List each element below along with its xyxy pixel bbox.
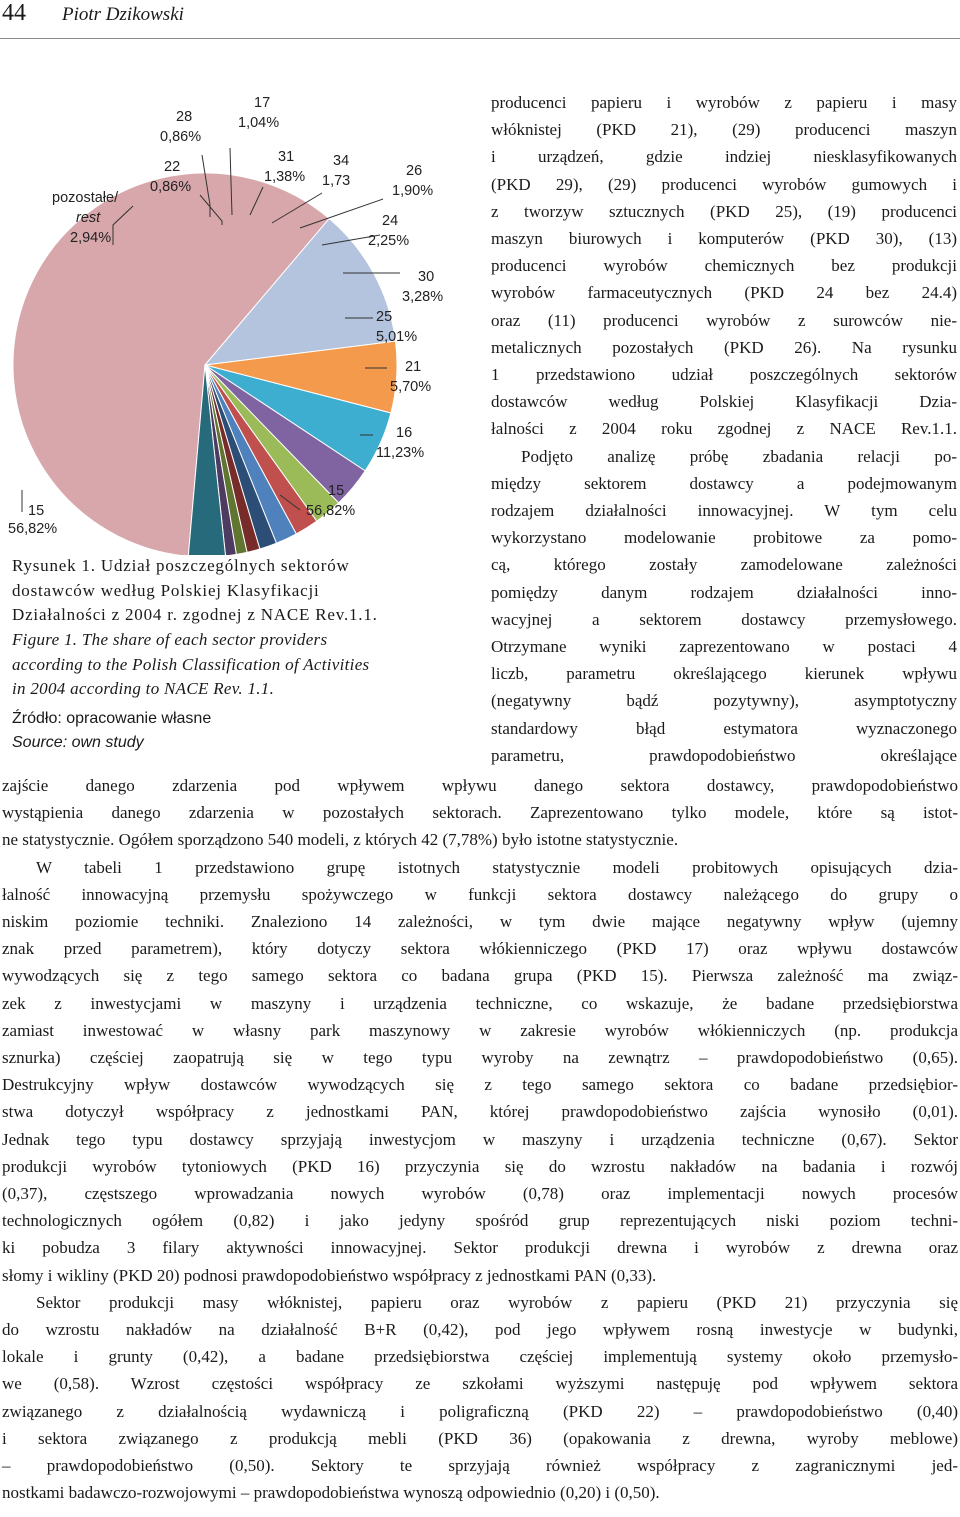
text-line: produkcji wyrobów tytoniowych (PKD 16) przyczynia się do wzrostu nakładów na badania i rozwój bbox=[2, 1156, 958, 1176]
text-line: (negatywny bądź pozytywny), asymptotyczny bbox=[491, 691, 957, 711]
label-15b-pct: 56,82% bbox=[8, 521, 58, 537]
label-15-pct: 56,82% bbox=[306, 503, 356, 519]
text-line: oraz (11) producenci wyrobów z surowców nie- bbox=[491, 310, 957, 330]
text-line: zek z inwestycjami w maszyny i urządzenia techniczne, co wskazuje, że badane przedsiębiorstwa bbox=[2, 993, 958, 1013]
label-22-code: 22 bbox=[164, 159, 181, 175]
text-line: dostawców według Polskiej Klasyfikacji Dzia- bbox=[491, 392, 957, 412]
text-line: Sektor produkcji masy włóknistej, papieru oraz wyrobów z papieru (PKD 21) przyczynia się bbox=[36, 1292, 958, 1312]
text-line: maszyn biurowych i komputerów (PKD 30), (13) bbox=[491, 229, 957, 249]
text-line: z tworzyw sztucznych (PKD 25), (19) producenci bbox=[491, 201, 957, 221]
label-28-pct: 0,86% bbox=[160, 129, 202, 145]
label-21-code: 21 bbox=[405, 359, 422, 375]
header-rule bbox=[0, 38, 960, 39]
text-line: słomy i wikliny (PKD 20) podnosi prawdopodobieństwo współpracy z jednostkami PAN (0,33). bbox=[2, 1265, 657, 1285]
text-line: standardowy błąd estymatora wyznaczonego bbox=[491, 718, 957, 738]
text-line: do wzrostu nakładów na działalność B+R (0,42), pod jego wpływem rosną inwestycje w budynki, bbox=[2, 1320, 958, 1340]
text-line: wystąpienia danego zdarzenia w pozostałych sektorach. Zaprezentowano tylko modele, które są istot- bbox=[2, 803, 958, 823]
text-line: nostkami badawczo-rozwojowymi – prawdopodobieństwa wynoszą odpowiednio (0,20) i (0,50). bbox=[2, 1483, 660, 1503]
text-line: ne statystycznie. Ogółem sporządzono 540 modeli, z których 42 (7,78%) było istotne statystycznie. bbox=[2, 830, 679, 850]
label-rest-pl: pozostałe/ bbox=[52, 190, 119, 206]
text-line: wywodzących się z tego samego sektora co badana grupa (PKD 15). Pierwsza zależność ma związ- bbox=[2, 966, 958, 986]
right-column-text bbox=[491, 89, 957, 769]
text-line: i sektora związanego z produkcją mebli (PKD 36) (opakowania z drewna, wyroby meblowe) bbox=[2, 1428, 958, 1448]
label-31-code: 31 bbox=[278, 149, 295, 165]
label-22-pct: 0,86% bbox=[150, 179, 192, 195]
label-24-code: 24 bbox=[382, 213, 399, 229]
text-line: cą, którego zostały zamodelowane zależności bbox=[491, 555, 957, 575]
page-header bbox=[0, 0, 960, 34]
text-line: niskim poziomie techniki. Znaleziono 14 zależności, w tym dwie mające negatywny wpływ (ujemny bbox=[2, 912, 958, 932]
text-line: metalicznych pozostałych (PKD 26). Na rysunku bbox=[491, 337, 957, 357]
body-text-full-width bbox=[2, 772, 958, 1506]
label-rest-pct: 2,94% bbox=[70, 230, 112, 246]
caption-en-line: in 2004 according to NACE Rev. 1.1. bbox=[12, 679, 275, 698]
label-34-code: 34 bbox=[333, 153, 350, 169]
text-line: producenci papieru i wyrobów z papieru i masy bbox=[491, 93, 957, 112]
label-26-code: 26 bbox=[406, 163, 423, 179]
label-17-code: 17 bbox=[254, 95, 271, 111]
label-30-pct: 3,28% bbox=[402, 289, 444, 305]
label-31-pct: 1,38% bbox=[264, 169, 306, 185]
caption-en-line: Figure 1. The share of each sector providers bbox=[12, 630, 328, 649]
label-30-code: 30 bbox=[418, 269, 435, 285]
text-line: łalności z 2004 roku zgodnej z NACE Rev.1.1. bbox=[491, 419, 957, 439]
caption-pl-line: Działalności z 2004 r. zgodnej z NACE Rev.1.1. bbox=[12, 605, 378, 624]
text-line: Destrukcyjny wpływ dostawców wywodzących się z tego samego sektora co badane przedsiębior- bbox=[2, 1075, 958, 1095]
text-line: zajście danego zdarzenia pod wpływem wpływu danego sektora dostawcy, prawdopodobieństwo bbox=[2, 776, 958, 795]
text-line: znak przed parametrem), który dotyczy sektora włókienniczego (PKD 17) oraz wpływu dostawców bbox=[2, 939, 958, 959]
label-15b-code: 15 bbox=[28, 503, 45, 519]
label-17-pct: 1,04% bbox=[238, 115, 280, 131]
figure-pie-chart bbox=[0, 85, 485, 555]
text-line: Otrzymane wyniki zaprezentowano w postaci 4 bbox=[491, 637, 957, 657]
text-line: producenci wyrobów chemicznych bez produkcji bbox=[491, 256, 957, 276]
text-line: i urządzeń, gdzie indziej niesklasyfikowanych bbox=[491, 147, 957, 167]
text-line: związanego z działalnością wydawniczą i poligraficzną (PKD 22) – prawdopodobieństwo (0,40) bbox=[2, 1401, 958, 1421]
text-line: rodzajem działalności innowacyjnej. W tym celu bbox=[491, 501, 957, 521]
figure-source-pl: Źródło: opracowanie własne bbox=[12, 710, 212, 727]
label-25-code: 25 bbox=[376, 309, 393, 325]
text-line: między sektorem dostawcy a podejmowanym bbox=[491, 473, 957, 493]
text-line: pomiędzy danym rodzajem działalności inno- bbox=[491, 582, 957, 602]
caption-pl-line: dostawców według Polskiej Klasyfikacji bbox=[12, 580, 320, 600]
text-line: – prawdopodobieństwo (0,50). Sektory te sprzyjają również współpracy z zagranicznymi jed- bbox=[2, 1456, 958, 1476]
label-25-pct: 5,01% bbox=[376, 329, 418, 345]
text-line: (0,37), częstszego wprowadzania nowych wyrobów (0,78) oraz implementacji nowych procesów bbox=[2, 1184, 958, 1204]
text-line: wykorzystano modelowanie probitowe za pomo- bbox=[491, 528, 957, 548]
caption-en-line: according to the Polish Classification of Activities bbox=[12, 654, 370, 674]
text-line: łalność innowacyjną przemysłu spożywczego w funkcji sektora dostawcy należącego do grupy o bbox=[2, 884, 958, 904]
text-line: we (0,58). Wzrost częstości współpracy ze szkołami wyższymi następuję pod wpływem sektora bbox=[2, 1374, 958, 1394]
figure-caption-pl bbox=[12, 554, 482, 628]
text-line: liczb, parametru określającego kierunek wpływu bbox=[491, 664, 957, 684]
text-line: stwa dotyczył współpracy z jednostkami PAN, której prawdopodobieństwo zajścia wynosiło (0,01). bbox=[2, 1102, 958, 1122]
label-16-code: 16 bbox=[396, 425, 413, 441]
figure-caption-en bbox=[12, 628, 482, 702]
label-24-pct: 2,25% bbox=[368, 233, 410, 249]
text-line: technologicznych ogółem (0,82) i jako jedyny spośród grup reprezentujących niski poziom techni- bbox=[2, 1211, 958, 1231]
label-rest-en: rest bbox=[76, 210, 101, 226]
label-15-code: 15 bbox=[328, 483, 345, 499]
text-line: sznurka) częściej zaopatrują się w tego typu wyroby na zewnątrz – prawdopodobieństwo (0,65). bbox=[2, 1048, 958, 1068]
text-line: zamiast inwestować w własny park maszynowy w zakresie wyrobów włókienniczych (np. produkcja bbox=[2, 1020, 958, 1040]
text-line: Podjęto analizę próbę zbadania relacji po- bbox=[521, 446, 957, 466]
label-34-pct: 1,73 bbox=[322, 173, 351, 189]
text-line: 1 przedstawiono udział poszczególnych sektorów bbox=[491, 365, 957, 385]
label-26-pct: 1,90% bbox=[392, 183, 434, 199]
text-line: Jednak tego typu dostawcy sprzyjają inwestycjom w maszyny i urządzenia techniczne (0,67). Sektor bbox=[2, 1129, 958, 1149]
page-number: 44 bbox=[2, 0, 26, 26]
pie-chart-svg bbox=[0, 85, 485, 555]
text-line: parametru, prawdopodobieństwo określające bbox=[491, 745, 957, 765]
label-28-code: 28 bbox=[176, 109, 193, 125]
text-line: wyrobów farmaceutycznych (PKD 24 bez 24.4) bbox=[491, 283, 957, 303]
text-line: lokale i grunty (0,42), a badane przedsiębiorstwa częściej implementują systemy około przemysło- bbox=[2, 1347, 958, 1367]
text-line: wacyjnej a sektorem dostawcy przemysłowego. bbox=[491, 609, 957, 629]
label-16-pct: 11,23% bbox=[376, 445, 425, 461]
caption-pl-line: Rysunek 1. Udział poszczególnych sektorów bbox=[12, 556, 350, 575]
text-line: ki pobudza 3 filary aktywności innowacyjnej. Sektor produkcji drewna i wyrobów z drewna oraz bbox=[2, 1238, 958, 1258]
label-21-pct: 5,70% bbox=[390, 379, 432, 395]
running-head-author: Piotr Dzikowski bbox=[62, 4, 184, 25]
text-line: W tabeli 1 przedstawiono grupę istotnych statystycznie modeli probitowych opisujących dzia- bbox=[36, 857, 958, 877]
text-line: (PKD 29), (29) producenci wyrobów gumowych i bbox=[491, 174, 957, 194]
text-line: włóknistej (PKD 21), (29) producenci maszyn bbox=[491, 120, 957, 140]
figure-source-en: Source: own study bbox=[12, 734, 144, 751]
